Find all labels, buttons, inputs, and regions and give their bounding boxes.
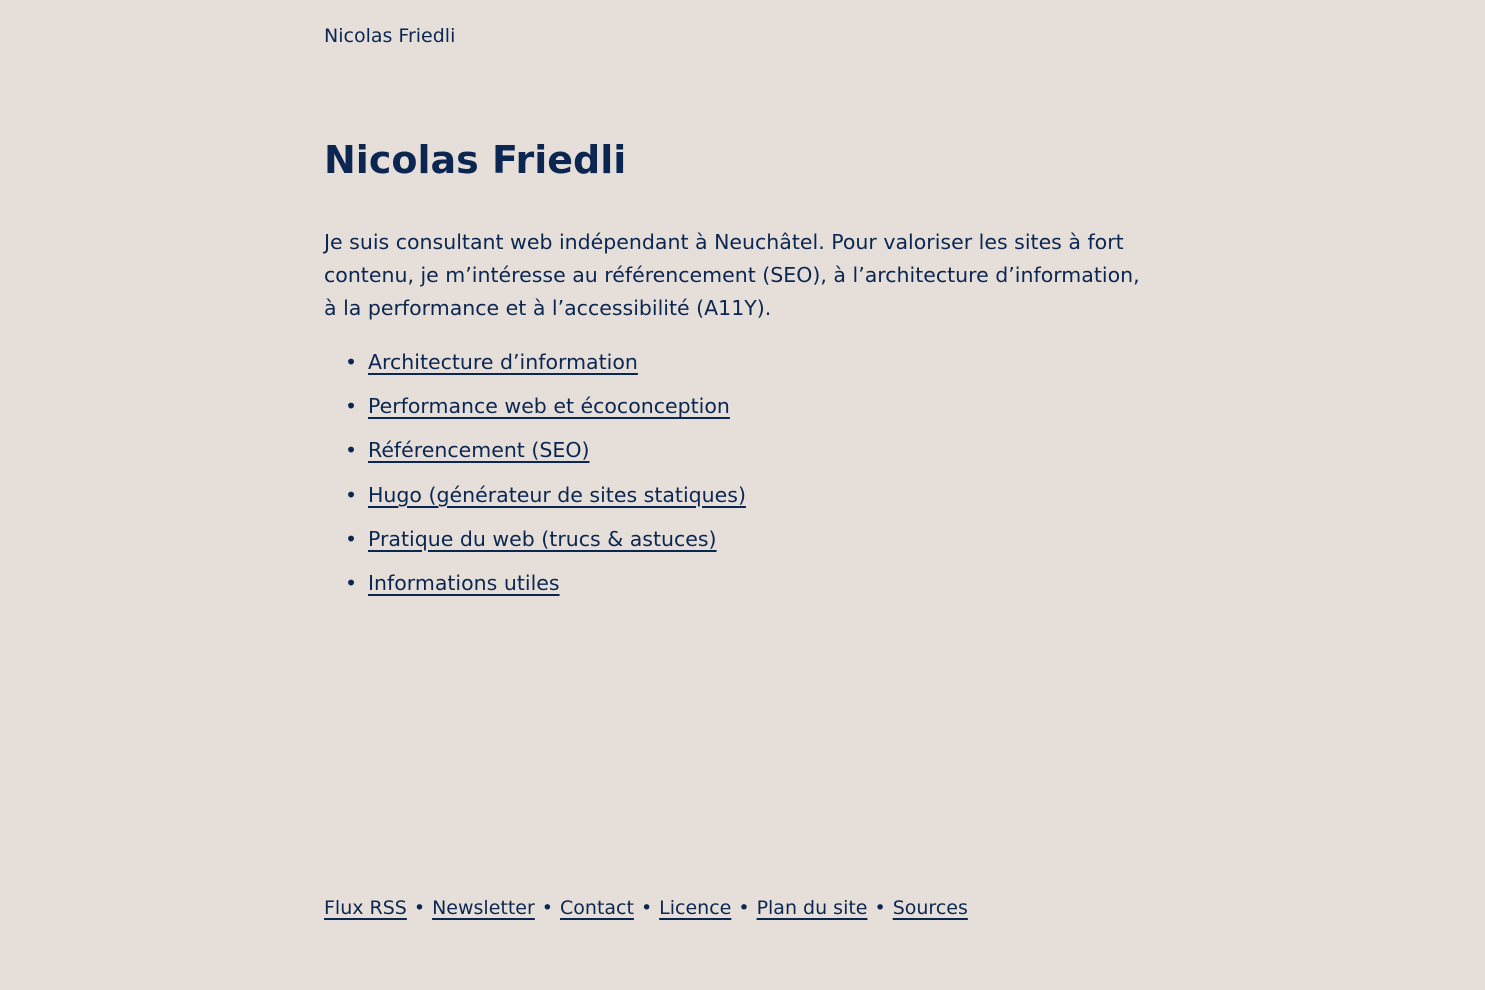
footer-link-newsletter[interactable]: Newsletter — [432, 897, 535, 919]
topic-link-informations[interactable]: Informations utiles — [368, 570, 560, 595]
separator-dot: • — [874, 897, 886, 919]
footer-link-sitemap[interactable]: Plan du site — [756, 897, 868, 919]
intro-paragraph: Je suis consultant web indépendant à Neuchâtel. Pour valoriser les sites à fort contenu, je m’intéresse au référencement (SEO), à l’architecture d’information, à la performance et à l’accessibilité (A11Y). — [324, 230, 1140, 320]
list-item — [345, 523, 746, 556]
footer-link-licence[interactable]: Licence — [659, 897, 732, 919]
list-item — [345, 346, 746, 379]
separator-dot: • — [738, 897, 750, 919]
topic-link-hugo[interactable]: Hugo (générateur de sites statiques) — [368, 482, 746, 507]
topics-list — [324, 346, 746, 611]
bullet-icon: • — [345, 438, 358, 463]
bullet-icon: • — [345, 350, 358, 374]
separator-dot: • — [413, 897, 426, 919]
footer-link-contact[interactable]: Contact — [560, 897, 634, 919]
list-item — [345, 567, 746, 600]
bullet-icon: • — [345, 526, 358, 551]
footer-link-sources[interactable]: Sources — [892, 897, 968, 919]
topic-link-pratique[interactable]: Pratique du web (trucs & astuces) — [368, 526, 717, 551]
list-item — [345, 479, 746, 512]
page-title: Nicolas Friedli — [324, 138, 627, 182]
topic-link-architecture[interactable]: Architecture d’information — [368, 350, 638, 374]
footer-nav — [324, 894, 968, 922]
separator-dot: • — [640, 897, 653, 919]
topic-link-seo[interactable]: Référencement (SEO) — [368, 438, 590, 463]
bullet-icon: • — [345, 394, 358, 419]
site-name-link[interactable]: Nicolas Friedli — [324, 25, 456, 47]
list-item — [345, 434, 746, 467]
topic-link-performance[interactable]: Performance web et écoconception — [368, 394, 730, 419]
bullet-icon: • — [345, 570, 358, 595]
list-item — [345, 390, 746, 423]
separator-dot: • — [541, 897, 554, 919]
footer-link-rss[interactable]: Flux RSS — [324, 897, 407, 919]
bullet-icon: • — [345, 482, 358, 507]
